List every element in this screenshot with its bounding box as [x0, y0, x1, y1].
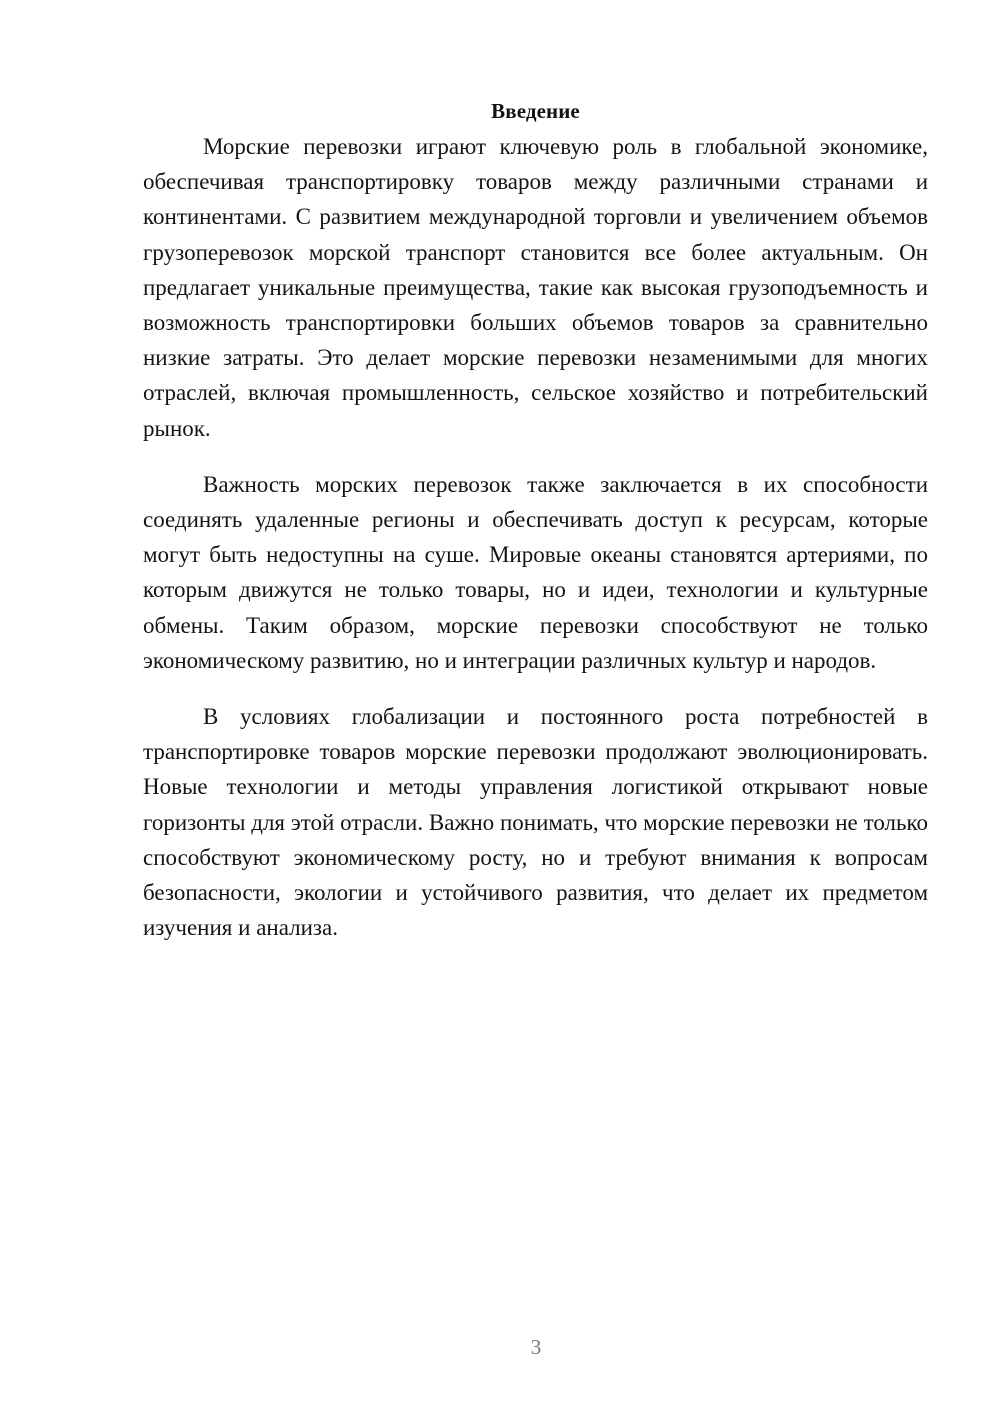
paragraph-3: В условиях глобализации и постоянного роста потребностей в транспортировке товаров морские перевозки продолжают эволюционировать. Новые технологии и методы управления логистикой открывают новые горизонты для этой отрасли. Важно понимать, что морские перевозки не только способствуют экономическому росту, но и требуют внимания к вопросам безопасности, экологии и устойчивого развития, что делает их предметом изучения и анализа. [143, 704, 928, 941]
paragraph-1: Морские перевозки играют ключевую роль в глобальной экономике, обеспечивая транспортировку товаров между различными странами и континентами. С развитием международной торговли и увеличением объемов грузоперевозок морской транспорт становится все более актуальным. Он предлагает уникальные преимущества, такие как высокая грузоподъемность и возможность транспортировки больших объемов товаров за сравнительно низкие затраты. Это делает морские перевозки незаменимыми для многих отраслей, включая промышленность, сельское хозяйство и потребительский рынок. [143, 134, 928, 441]
document-body [143, 96, 928, 966]
section-title: Введение [491, 99, 580, 123]
page-number: 3 [530, 1335, 542, 1359]
paragraph-2: Важность морских перевозок также заключается в их способности соединять удаленные регионы и обеспечивать доступ к ресурсам, которые могут быть недоступны на суше. Мировые океаны становятся артериями, по которым движутся не только товары, но и идеи, технологии и культурные обмены. Таким образом, морские перевозки способствуют не только экономическому развитию, но и интеграции различных культур и народов. [143, 471, 928, 673]
